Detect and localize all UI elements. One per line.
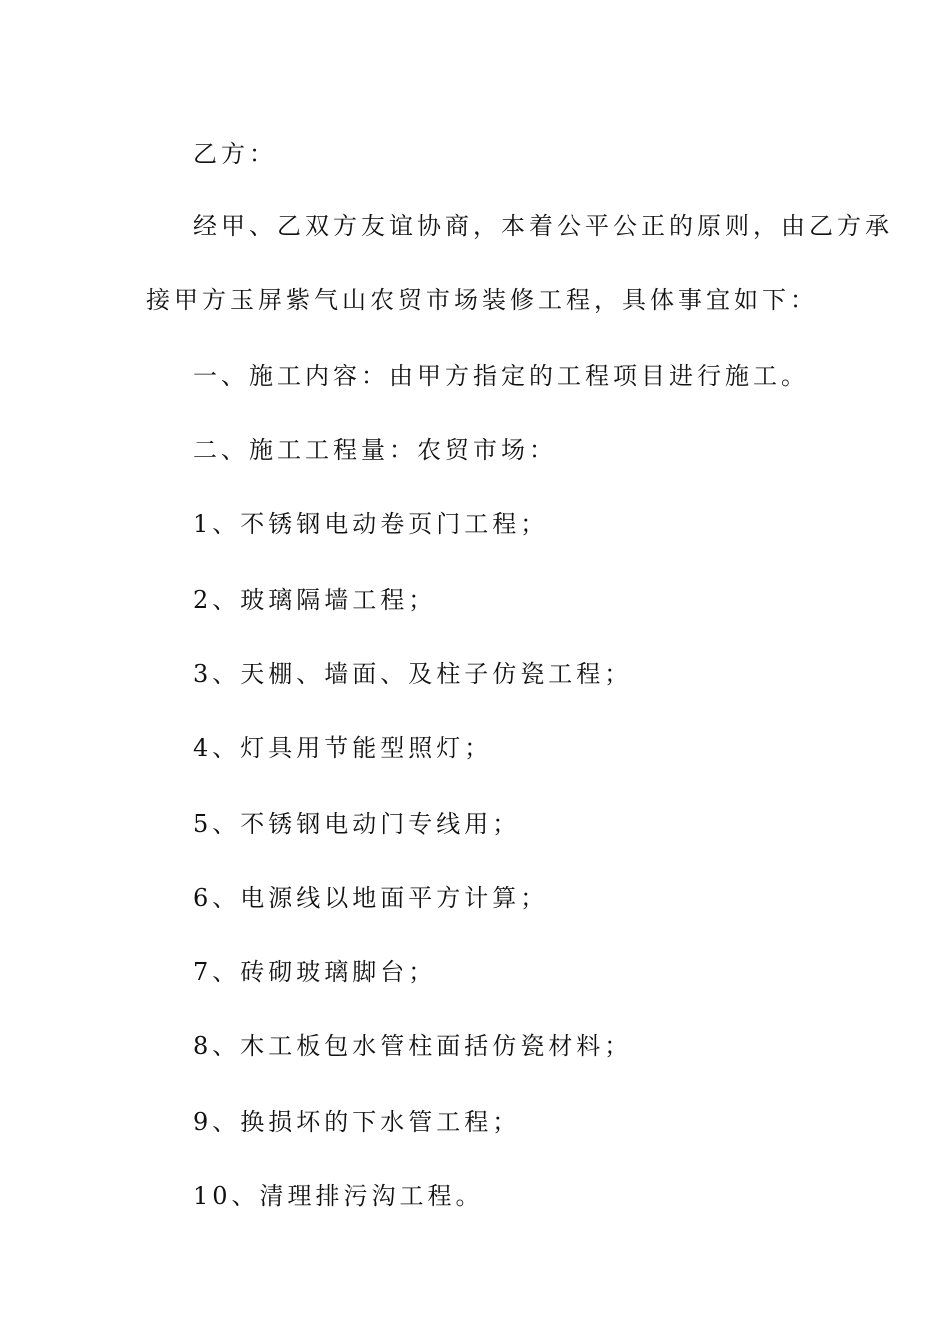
list-item: 9、换损坏的下水管工程；: [193, 1108, 521, 1136]
list-item: 2、玻璃隔墙工程；: [193, 586, 437, 614]
list-item: 1、不锈钢电动卷页门工程；: [193, 510, 549, 538]
list-item: 3、天棚、墙面、及柱子仿瓷工程；: [193, 660, 633, 688]
intro-paragraph-line-2: 接甲方玉屏紫气山农贸市场装修工程，具体事宜如下：: [146, 286, 818, 314]
section-construction-content: 一、施工内容：由甲方指定的工程项目进行施工。: [193, 362, 809, 390]
list-item: 10、清理排污沟工程。: [193, 1182, 484, 1210]
section-construction-quantity: 二、施工工程量：农贸市场：: [193, 436, 557, 464]
list-item: 7、砖砌玻璃脚台；: [193, 958, 437, 986]
list-item: 5、不锈钢电动门专线用；: [193, 810, 521, 838]
list-item: 6、电源线以地面平方计算；: [193, 884, 549, 912]
party-b-label: 乙方：: [193, 140, 277, 168]
intro-paragraph-line-1: 经甲、乙双方友谊协商，本着公平公正的原则，由乙方承: [193, 212, 893, 240]
list-item: 8、木工板包水管柱面括仿瓷材料；: [193, 1032, 633, 1060]
list-item: 4、灯具用节能型照灯；: [193, 734, 493, 762]
